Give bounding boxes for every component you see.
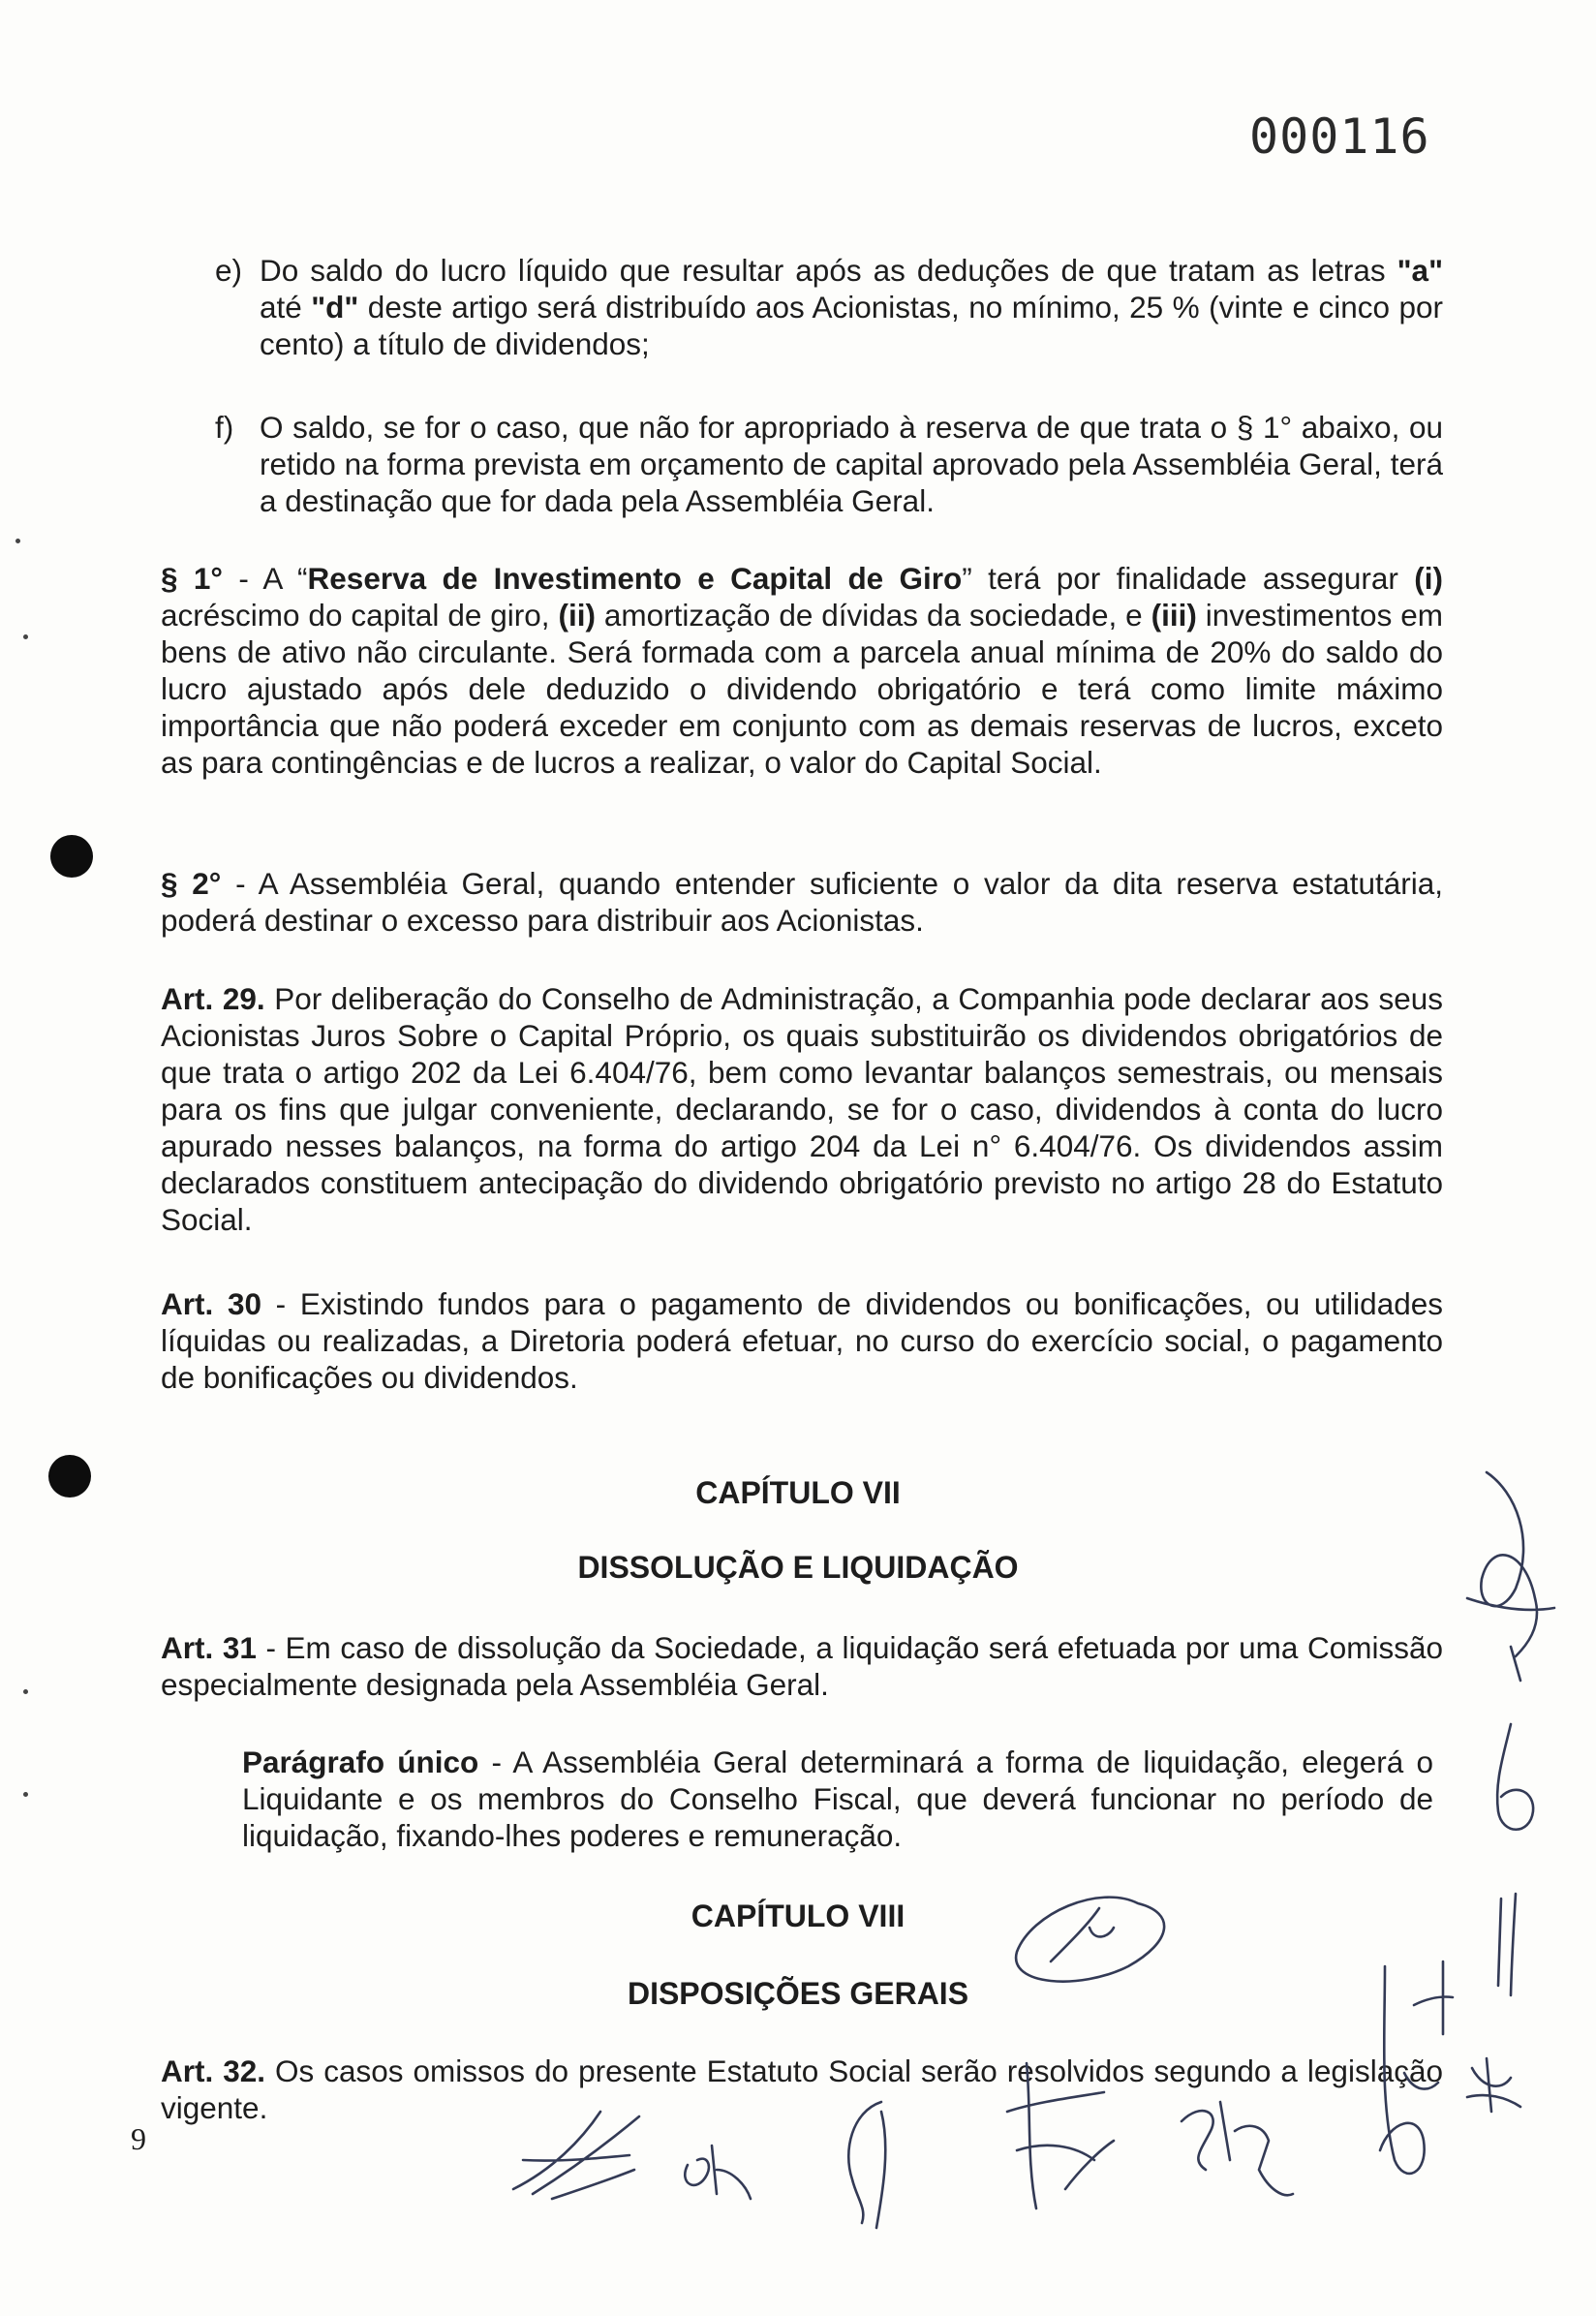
paragraph-1-label: § 1° [161,561,223,596]
article-30: Art. 30 - Existindo fundos para o pagamento de dividendos ou bonificações, ou utilidades líquidas ou realizadas, a Diretoria poderá efetuar, no curso do exercício social, o pagamento de bonificações ou dividendos. [161,1286,1443,1395]
chapter-title: CAPÍTULO VIII [691,1899,905,1933]
article-29-label: Art. 29. [161,981,265,1016]
item-letter: e) [215,253,243,288]
article-29: Art. 29. Por deliberação do Conselho de Administração, a Companhia pode declarar aos seus Acionistas Juros Sobre o Capital Próprio, os quais substituirão os dividendos obrigatórios de que trata o artigo 202 da Lei 6.404/76, bem como levantar balanços semestrais, ou mensais para os fins que julgar conveniente, declarando, se for o caso, dividendos à conta do lucro apurado nesses balanços, na forma do artigo 204 da Lei n° 6.404/76. Os dividendos assim declarados constituem antecipação do dividendo obrigatório previsto no artigo 28 do Estatuto Social. [161,981,1443,1237]
signature-bottom-1 [494,2102,659,2208]
chapter-title: CAPÍTULO VII [695,1475,901,1510]
letter-a-reference: "a" [1396,253,1443,288]
scan-speck [23,1689,28,1694]
sole-paragraph-label: Parágrafo único [242,1745,479,1779]
signature-stroke-right [1477,1889,1535,2005]
signature-bottom-4 [988,2054,1133,2218]
page-stamp-number: 000116 [1249,108,1430,165]
signature-initial-right-1 [1458,1453,1564,1685]
scan-speck [15,539,20,543]
signature-bottom-right [1346,1957,1462,2189]
signature-initial-right-2 [1477,1714,1554,1850]
article-31-label: Art. 31 [161,1630,257,1665]
scan-speck [23,1792,28,1797]
chapter-subtitle: DISPOSIÇÕES GERAIS [627,1976,969,2011]
signature-oval [993,1884,1186,2010]
sole-paragraph: Parágrafo único - A Assembléia Geral determinará a forma de liquidação, elegerá o Liquidante e os membros do Conselho Fiscal, que deverá funcionar no período de liquidação, fixando-lhes poderes e remuneração. [242,1745,1433,1853]
page-number: 9 [131,2121,146,2156]
signature-far-right [1453,2039,1530,2126]
item-e-text: Do saldo do lucro líquido que resultar após as deduções de que tratam as letras "a" até "d" deste artigo será distribuído aos Acionistas, no mínimo, 25 % (vinte e cinco por cento) a título de dividendos; [260,253,1443,361]
scan-speck [23,634,28,639]
article-30-label: Art. 30 [161,1286,261,1321]
article-32-label: Art. 32. [161,2054,266,2088]
reserve-name: Reserva de Investimento e Capital de Giro [307,561,963,596]
signature-bottom-3 [823,2092,910,2238]
chapter-subtitle: DISSOLUÇÃO E LIQUIDAÇÃO [577,1550,1019,1585]
signature-bottom-5 [1162,2083,1307,2218]
article-31: Art. 31 - Em caso de dissolução da Sociedade, a liquidação será efetuada por uma Comissão especialmente designada pela Assembléia Geral. [161,1630,1443,1702]
paragraph-1: § 1° - A “Reserva de Investimento e Capital de Giro” terá por finalidade assegurar (i) acréscimo do capital de giro, (ii) amortização de dívidas da sociedade, e (iii) investimentos em bens de ativo não circulante. Será formada com a parcela anual mínima de 20% do saldo do lucro ajustado após dele deduzido o dividendo obrigatório e terá como limite máximo importância que não poderá exceder em conjunto com as demais reservas de lucros, exceto as para contingências e de lucros a realizar, o valor do Capital Social. [161,561,1443,780]
paragraph-2-label: § 2° [161,866,222,901]
item-f-text: O saldo, se for o caso, que não for apropriado à reserva de que trata o § 1° abaixo, ou retido na forma prevista em orçamento de capital aprovado pela Assembléia Geral, terá a destinação que for dada pela Assembléia Geral. [260,410,1443,518]
item-letter: f) [215,410,234,445]
punch-hole [50,835,93,878]
paragraph-2: § 2° - A Assembléia Geral, quando entender suficiente o valor da dita reserva estatutária, poderá destinar o excesso para distribuir aos Acionistas. [161,866,1443,938]
signature-bottom-2 [668,2126,765,2213]
letter-d-reference: "d" [311,290,359,324]
article-32: Art. 32. Os casos omissos do presente Estatuto Social serão resolvidos segundo a legislação vigente. [161,2054,1443,2125]
